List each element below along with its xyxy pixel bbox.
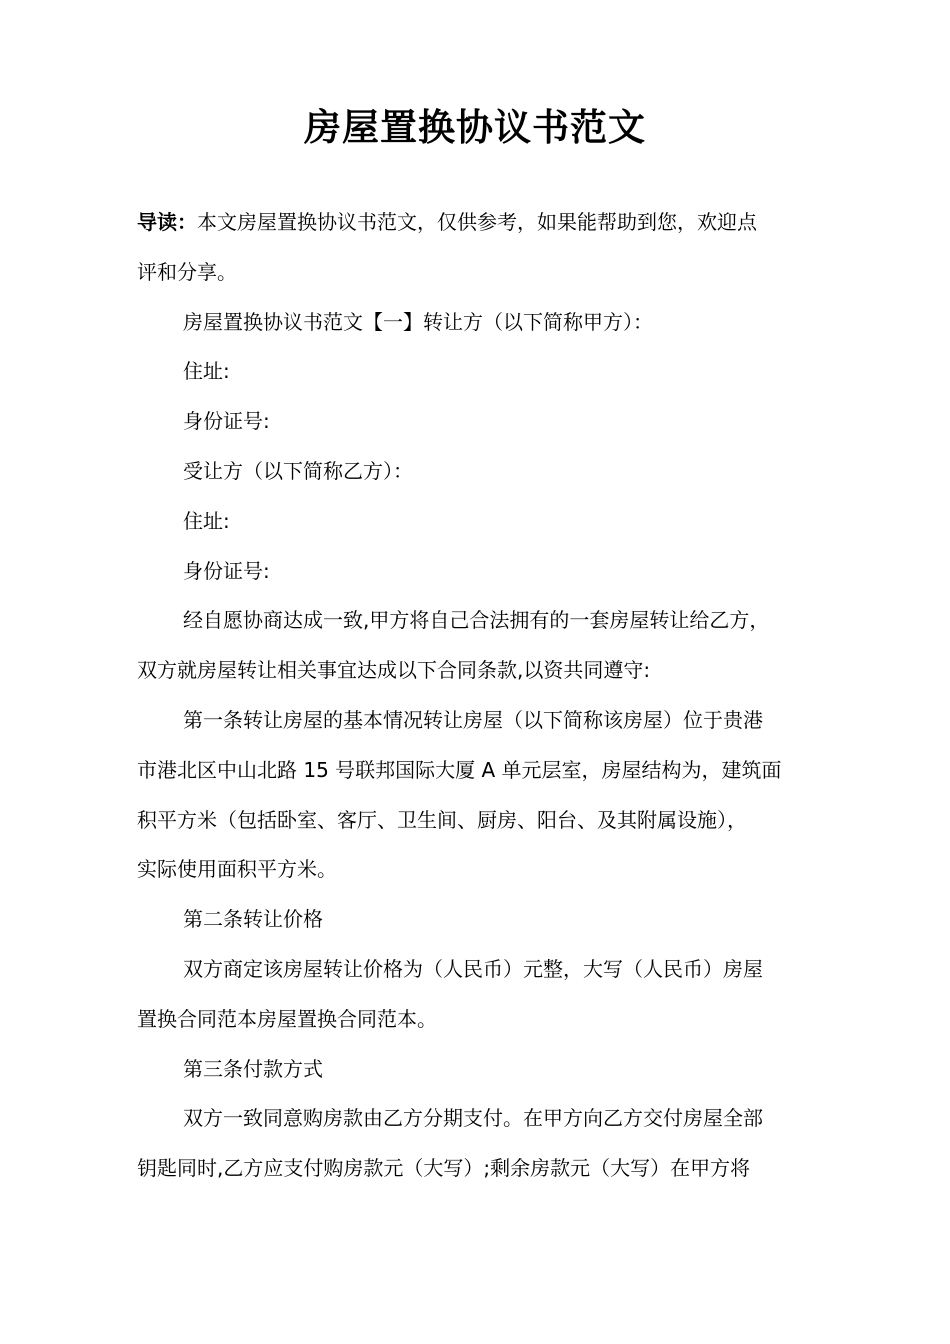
lead-label: 导读： <box>137 210 197 234</box>
lead-line <box>137 198 817 248</box>
article-one-line: 实际使用面积平方米。 <box>137 857 337 882</box>
document-title: 房屋置换协议书范文 <box>304 106 646 149</box>
article-three-line: 双方一致同意购房款由乙方分期支付。在甲方向乙方交付房屋全部 <box>183 1106 763 1131</box>
lead-text: 本文房屋置换协议书范文，仅供参考，如果能帮助到您，欢迎点 <box>197 210 757 234</box>
article-one-line: 第一条转让房屋的基本情况转让房屋（以下简称该房屋）位于贵港 <box>183 707 763 732</box>
section-heading-one: 房屋置换协议书范文【一】转让方（以下简称甲方）： <box>183 309 653 334</box>
transferor-address-field: 住址: <box>183 359 230 384</box>
article-three-line: 钥匙同时,乙方应支付购房款元（大写）;剩余房款元（大写）在甲方将 <box>137 1156 751 1181</box>
transferee-address-field: 住址: <box>183 508 230 533</box>
transferor-id-field: 身份证号: <box>183 409 270 434</box>
article-one-line: 积平方米（包括卧室、客厅、卫生间、厨房、阳台、及其附属设施）， <box>137 807 747 832</box>
article-two-line: 置换合同范本房屋置换合同范本。 <box>137 1006 437 1031</box>
article-three-heading: 第三条付款方式 <box>183 1056 323 1081</box>
agreement-paragraph-line: 双方就房屋转让相关事宜达成以下合同条款,以资共同遵守: <box>137 658 651 683</box>
agreement-paragraph-line: 经自愿协商达成一致,甲方将自己合法拥有的一套房屋转让给乙方， <box>183 608 770 633</box>
article-two-line: 双方商定该房屋转让价格为（人民币）元整，大写（人民币）房屋 <box>183 956 763 981</box>
transferee-label: 受让方（以下简称乙方）： <box>183 458 413 483</box>
document-body <box>137 198 817 1194</box>
transferee-id-field: 身份证号: <box>183 558 270 583</box>
article-one-line: 市港北区中山北路 15 号联邦国际大厦 A 单元层室，房屋结构为，建筑面 <box>137 757 782 782</box>
lead-line-continued: 评和分享。 <box>137 259 237 284</box>
article-two-heading: 第二条转让价格 <box>183 907 323 932</box>
